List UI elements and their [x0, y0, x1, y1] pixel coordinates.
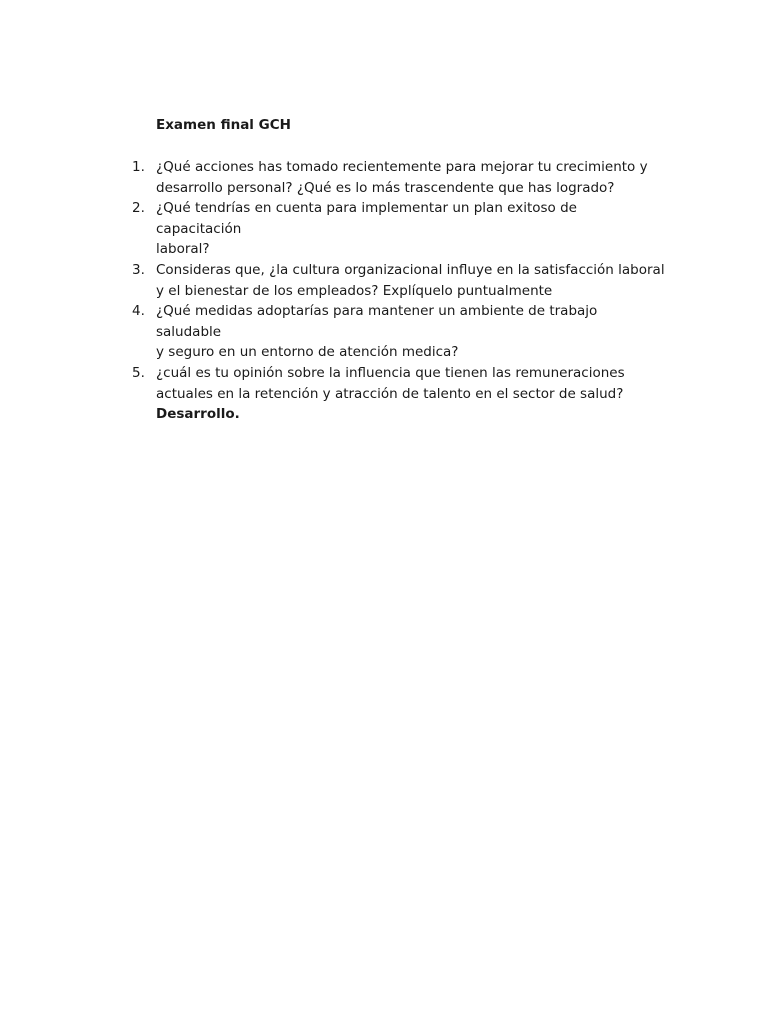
section-heading-desarrollo: Desarrollo.	[156, 406, 240, 422]
question-number: 1.	[132, 159, 145, 175]
question-line: ¿cuál es tu opinión sobre la influencia que tienen las remuneraciones	[156, 364, 625, 381]
question-item-4	[126, 301, 666, 363]
question-line: ¿Qué tendrías en cuenta para implementar un plan exitoso de capacitación	[156, 200, 577, 237]
document-title: Examen final GCH	[156, 117, 291, 133]
question-line: y seguro en un entorno de atención medica?	[156, 344, 459, 361]
question-line: ¿Qué medidas adoptarías para mantener un ambiente de trabajo saludable	[156, 303, 598, 340]
question-item-3	[126, 260, 666, 301]
question-item-1	[126, 157, 666, 198]
question-line: Consideras que, ¿la cultura organizacional influye en la satisfacción laboral	[156, 261, 665, 278]
question-line: y el bienestar de los empleados? Explíquelo puntualmente	[156, 282, 553, 299]
question-line: desarrollo personal? ¿Qué es lo más trascendente que has logrado?	[156, 179, 615, 196]
question-list	[126, 157, 666, 404]
question-number: 4.	[132, 303, 145, 320]
question-line: laboral?	[156, 241, 210, 258]
question-number: 5.	[132, 364, 145, 381]
question-line: actuales en la retención y atracción de talento en el sector de salud?	[156, 385, 624, 402]
question-number: 3.	[132, 261, 145, 278]
question-number: 2.	[132, 200, 145, 217]
question-item-5	[126, 363, 666, 404]
question-line: ¿Qué acciones has tomado recientemente para mejorar tu crecimiento y	[156, 159, 648, 175]
question-item-2	[126, 198, 666, 260]
